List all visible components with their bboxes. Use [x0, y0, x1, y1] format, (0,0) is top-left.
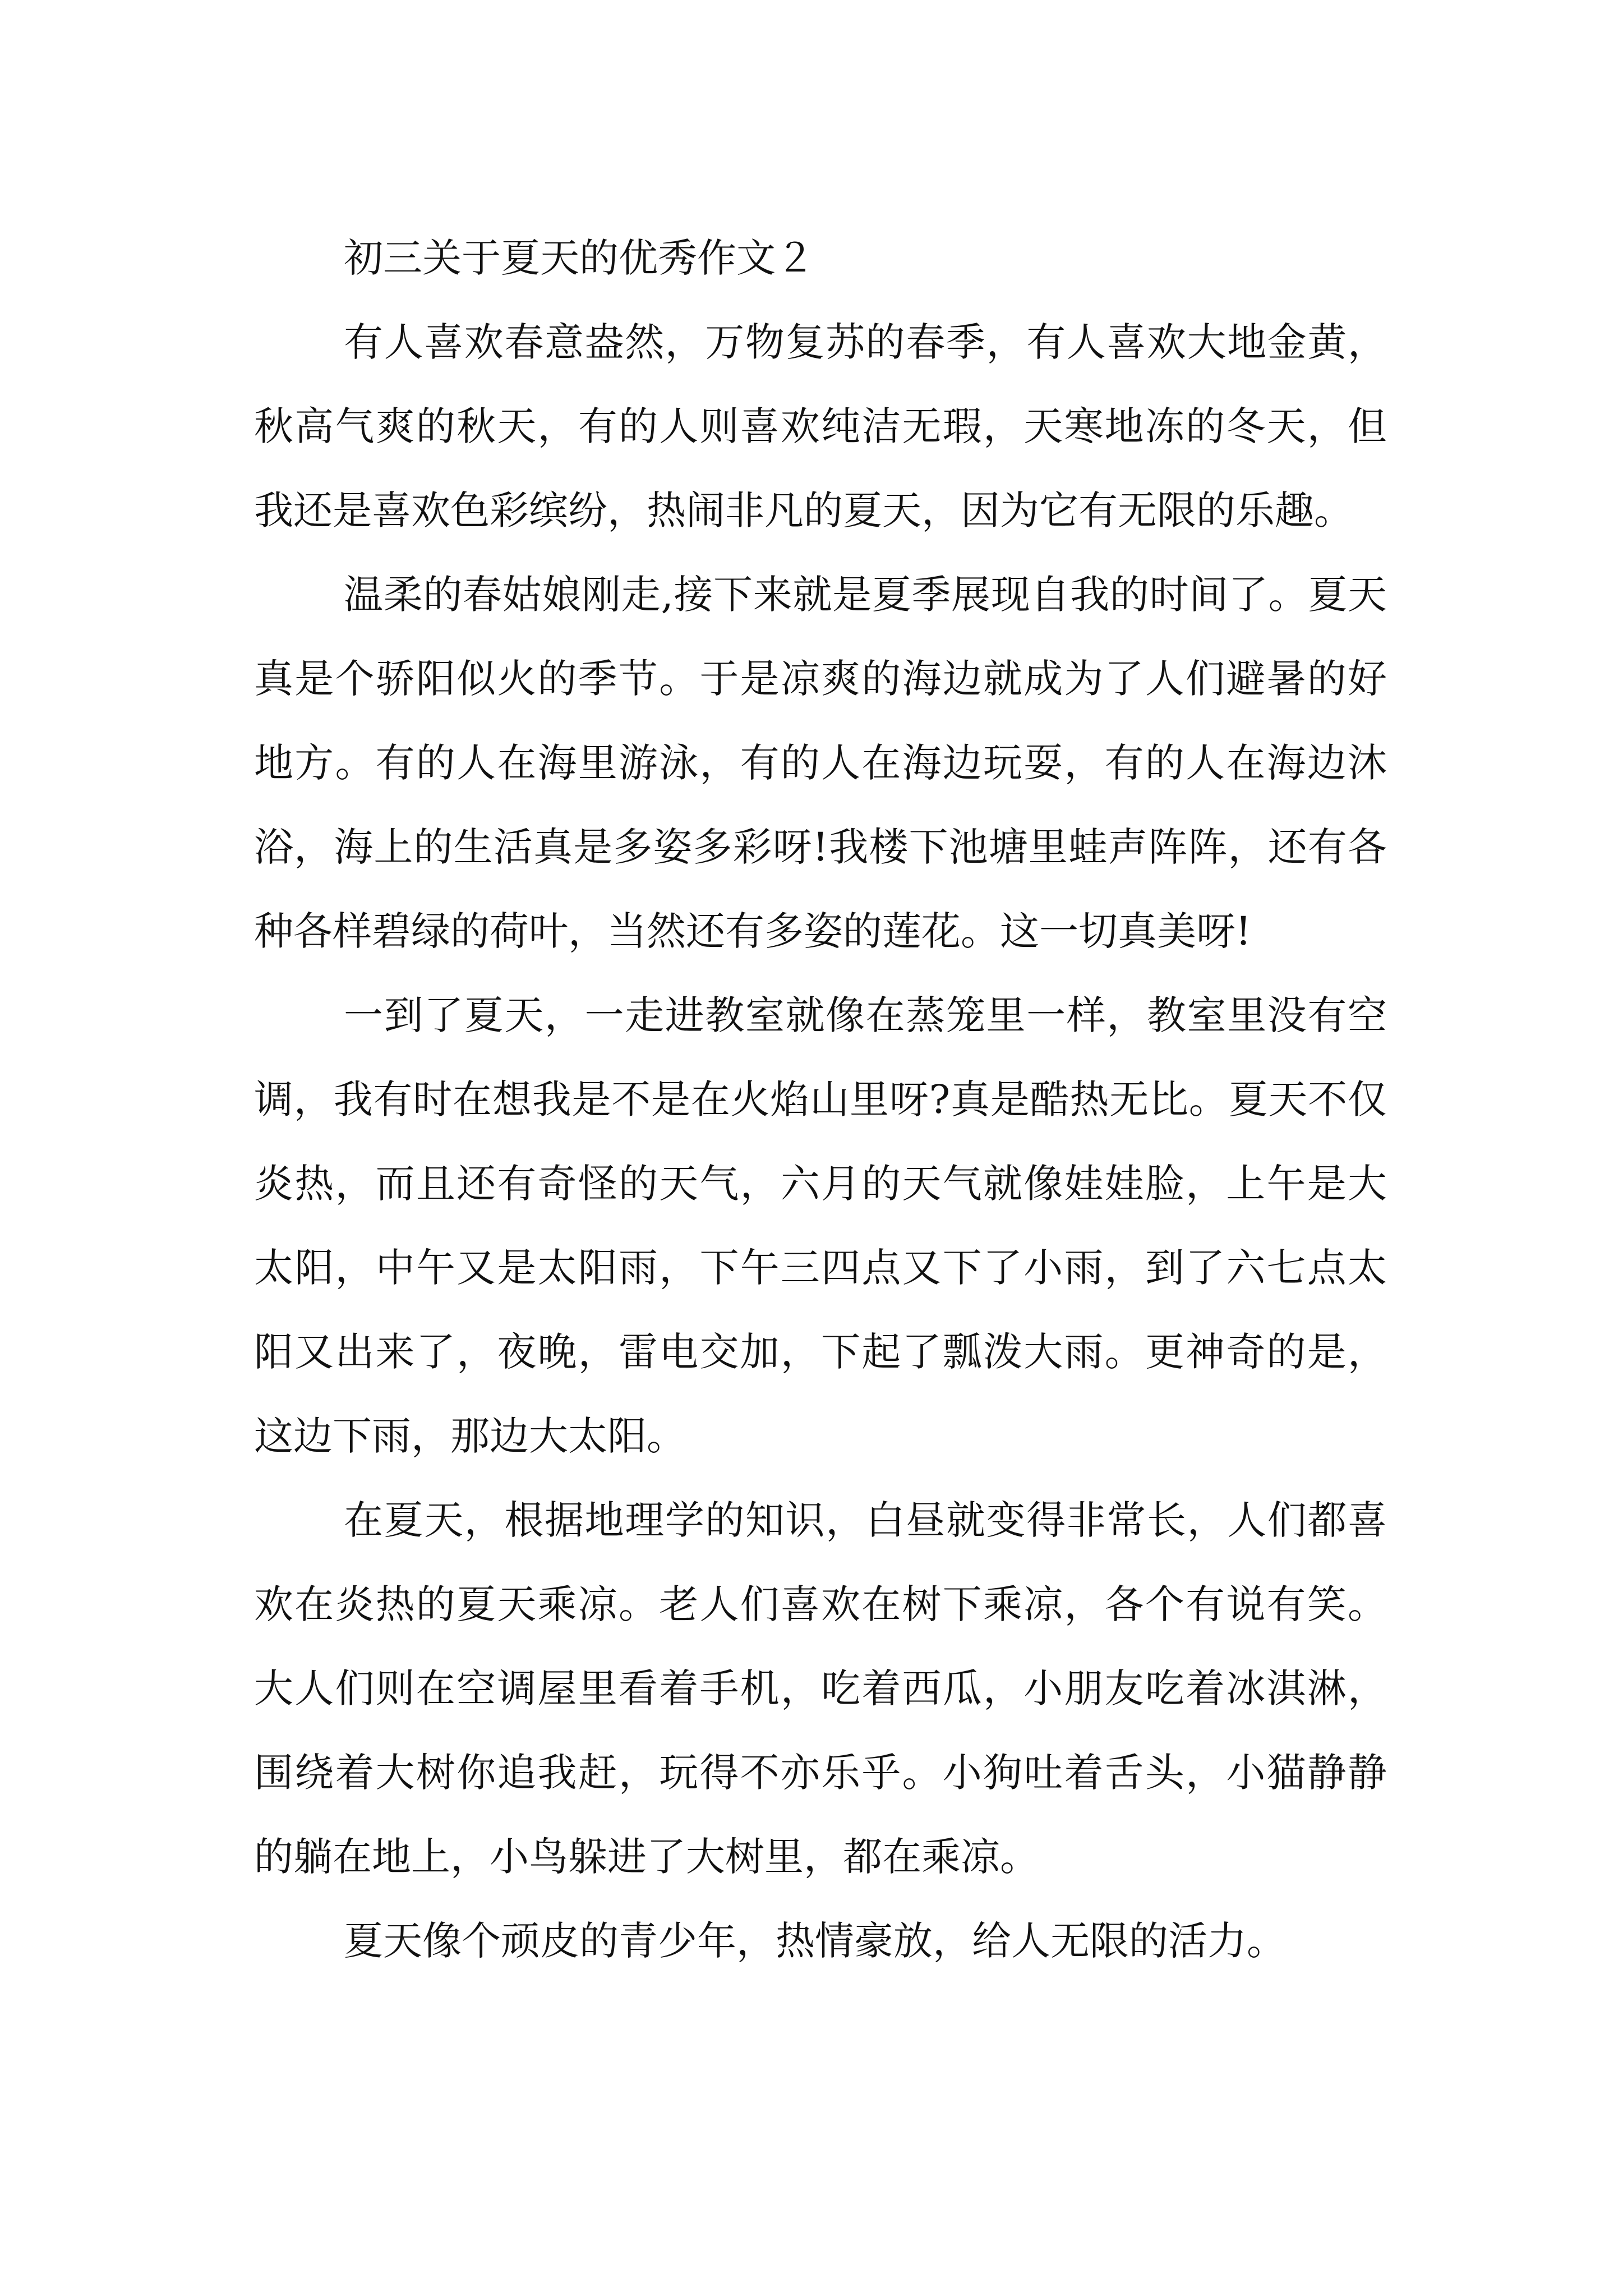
paragraph-3: 一到了夏天，一走进教室就像在蒸笼里一样，教室里没有空调，我有时在想我是不是在火焰山里呀?真是酷热无比。夏天不仅炎热，而且还有奇怪的天气，六月的天气就像娃娃脸，上午是大太阳，中午又是太阳雨，下午三四点又下了小雨，到了六七点太阳又出来了，夜晚，雷电交加，下起了瓢泼大雨。更神奇的是，这边下雨，那边大太阳。	[254, 992, 1387, 1459]
paragraph-4: 在夏天，根据地理学的知识，白昼就变得非常长，人们都喜欢在炎热的夏天乘凉。老人们喜欢在树下乘凉，各个有说有笑。大人们则在空调屋里看着手机，吃着西瓜，小朋友吃着冰淇淋，围绕着大树你追我赶，玩得不亦乐乎。小狗吐着舌头，小猫静静的躺在地上，小鸟躲进了大树里，都在乘凉。	[254, 1497, 1387, 1880]
paragraph-2: 温柔的春姑娘刚走,接下来就是夏季展现自我的时间了。夏天真是个骄阳似火的季节。于是凉爽的海边就成为了人们避暑的好地方。有的人在海里游泳，有的人在海边玩耍，有的人在海边沐浴，海上的生活真是多姿多彩呀!我楼下池塘里蛙声阵阵，还有各种各样碧绿的荷叶，当然还有多姿的莲花。这一切真美呀!	[254, 572, 1387, 954]
paragraph-5: 夏天像个顽皮的青少年，热情豪放，给人无限的活力。	[344, 1918, 1286, 1964]
essay-body	[254, 216, 1387, 1983]
paragraph-1: 有人喜欢春意盎然，万物复苏的春季，有人喜欢大地金黄，秋高气爽的秋天，有的人则喜欢纯洁无瑕，天寒地冻的冬天，但我还是喜欢色彩缤纷，热闹非凡的夏天，因为它有无限的乐趣。	[254, 319, 1387, 533]
essay-title: 初三关于夏天的优秀作文２	[344, 235, 815, 281]
